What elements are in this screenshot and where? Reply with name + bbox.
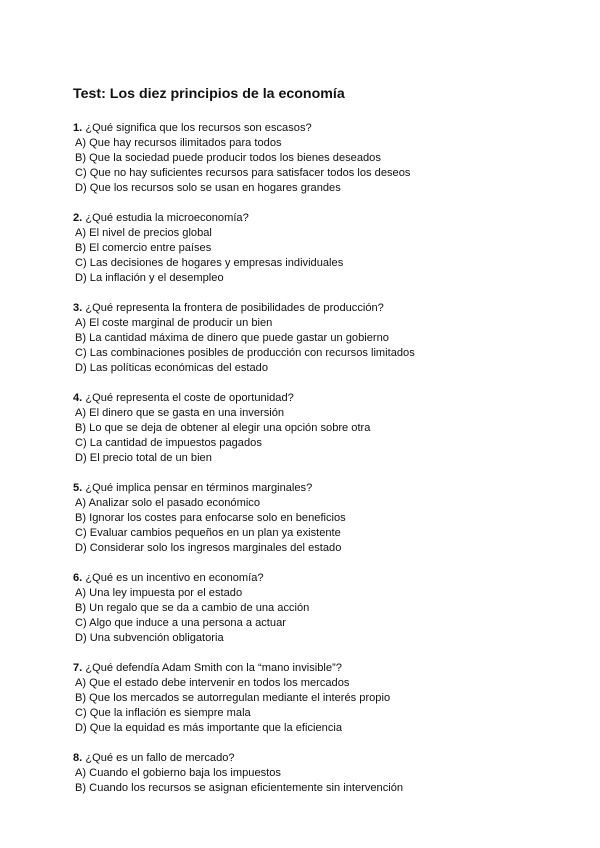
question-3 xyxy=(73,301,573,376)
answer-options xyxy=(73,676,573,736)
answer-option-a: A) El coste marginal de producir un bien xyxy=(75,317,273,329)
question-number: 5. xyxy=(73,482,83,494)
question-text: ¿Qué representa el coste de oportunidad? xyxy=(85,392,294,404)
question-8 xyxy=(73,751,573,796)
answer-option-a: A) Analizar solo el pasado económico xyxy=(75,497,261,509)
answer-options xyxy=(73,766,573,796)
answer-options xyxy=(73,316,573,376)
answer-option-c: C) Que la inflación es siempre mala xyxy=(75,707,251,719)
answer-option-b: B) Cuando los recursos se asignan eficientemente sin intervención xyxy=(75,782,404,794)
answer-option-a: A) Cuando el gobierno baja los impuestos xyxy=(75,767,281,779)
answer-option-b: B) El comercio entre países xyxy=(75,242,212,254)
answer-option-c: C) Que no hay suficientes recursos para satisfacer todos los deseos xyxy=(75,167,411,179)
answer-option-a: A) Que hay recursos ilimitados para todos xyxy=(75,137,282,149)
page-title: Test: Los diez principios de la economía xyxy=(73,86,345,102)
question-5 xyxy=(73,481,573,556)
question-text: ¿Qué representa la frontera de posibilidades de producción? xyxy=(85,302,384,314)
question-2 xyxy=(73,211,573,286)
question-text: ¿Qué defendía Adam Smith con la “mano invisible”? xyxy=(85,662,342,674)
question-number: 8. xyxy=(73,752,83,764)
answer-option-a: A) El dinero que se gasta en una inversión xyxy=(75,407,285,419)
question-text: ¿Qué estudia la microeconomía? xyxy=(85,212,249,224)
question-number: 6. xyxy=(73,572,83,584)
answer-option-b: B) Que los mercados se autorregulan mediante el interés propio xyxy=(75,692,391,704)
question-7 xyxy=(73,661,573,736)
question-1 xyxy=(73,121,573,196)
answer-option-c: C) Las combinaciones posibles de producción con recursos limitados xyxy=(75,347,415,359)
answer-option-d: D) El precio total de un bien xyxy=(75,452,212,464)
answer-option-a: A) El nivel de precios global xyxy=(75,227,212,239)
answer-option-b: B) La cantidad máxima de dinero que puede gastar un gobierno xyxy=(75,332,389,344)
answer-option-d: D) Considerar solo los ingresos marginales del estado xyxy=(75,542,342,554)
answer-option-c: C) Las decisiones de hogares y empresas individuales xyxy=(75,257,344,269)
answer-option-c: C) Algo que induce a una persona a actuar xyxy=(75,617,286,629)
answer-option-b: B) Que la sociedad puede producir todos los bienes deseados xyxy=(75,152,381,164)
question-text: ¿Qué es un incentivo en economía? xyxy=(85,572,264,584)
question-number: 7. xyxy=(73,662,83,674)
answer-option-b: B) Ignorar los costes para enfocarse solo en beneficios xyxy=(75,512,346,524)
answer-options xyxy=(73,496,573,556)
question-number: 1. xyxy=(73,122,83,134)
question-text: ¿Qué implica pensar en términos marginales? xyxy=(85,482,313,494)
question-number: 4. xyxy=(73,392,83,404)
answer-options xyxy=(73,226,573,286)
answer-option-c: C) La cantidad de impuestos pagados xyxy=(75,437,262,449)
answer-option-b: B) Un regalo que se da a cambio de una acción xyxy=(75,602,310,614)
answer-option-a: A) Que el estado debe intervenir en todos los mercados xyxy=(75,677,350,689)
answer-option-d: D) Que la equidad es más importante que la eficiencia xyxy=(75,722,343,734)
answer-option-d: D) La inflación y el desempleo xyxy=(75,272,224,284)
answer-options xyxy=(73,406,573,466)
question-6 xyxy=(73,571,573,646)
question-text: ¿Qué es un fallo de mercado? xyxy=(85,752,235,764)
question-4 xyxy=(73,391,573,466)
question-text: ¿Qué significa que los recursos son escasos? xyxy=(85,122,312,134)
answer-option-d: D) Que los recursos solo se usan en hogares grandes xyxy=(75,182,341,194)
answer-option-a: A) Una ley impuesta por el estado xyxy=(75,587,243,599)
document-page xyxy=(73,85,573,811)
answer-options xyxy=(73,136,573,196)
answer-options xyxy=(73,586,573,646)
question-number: 3. xyxy=(73,302,83,314)
question-number: 2. xyxy=(73,212,83,224)
answer-option-c: C) Evaluar cambios pequeños en un plan ya existente xyxy=(75,527,341,539)
answer-option-d: D) Las políticas económicas del estado xyxy=(75,362,269,374)
answer-option-b: B) Lo que se deja de obtener al elegir una opción sobre otra xyxy=(75,422,371,434)
answer-option-d: D) Una subvención obligatoria xyxy=(75,632,224,644)
